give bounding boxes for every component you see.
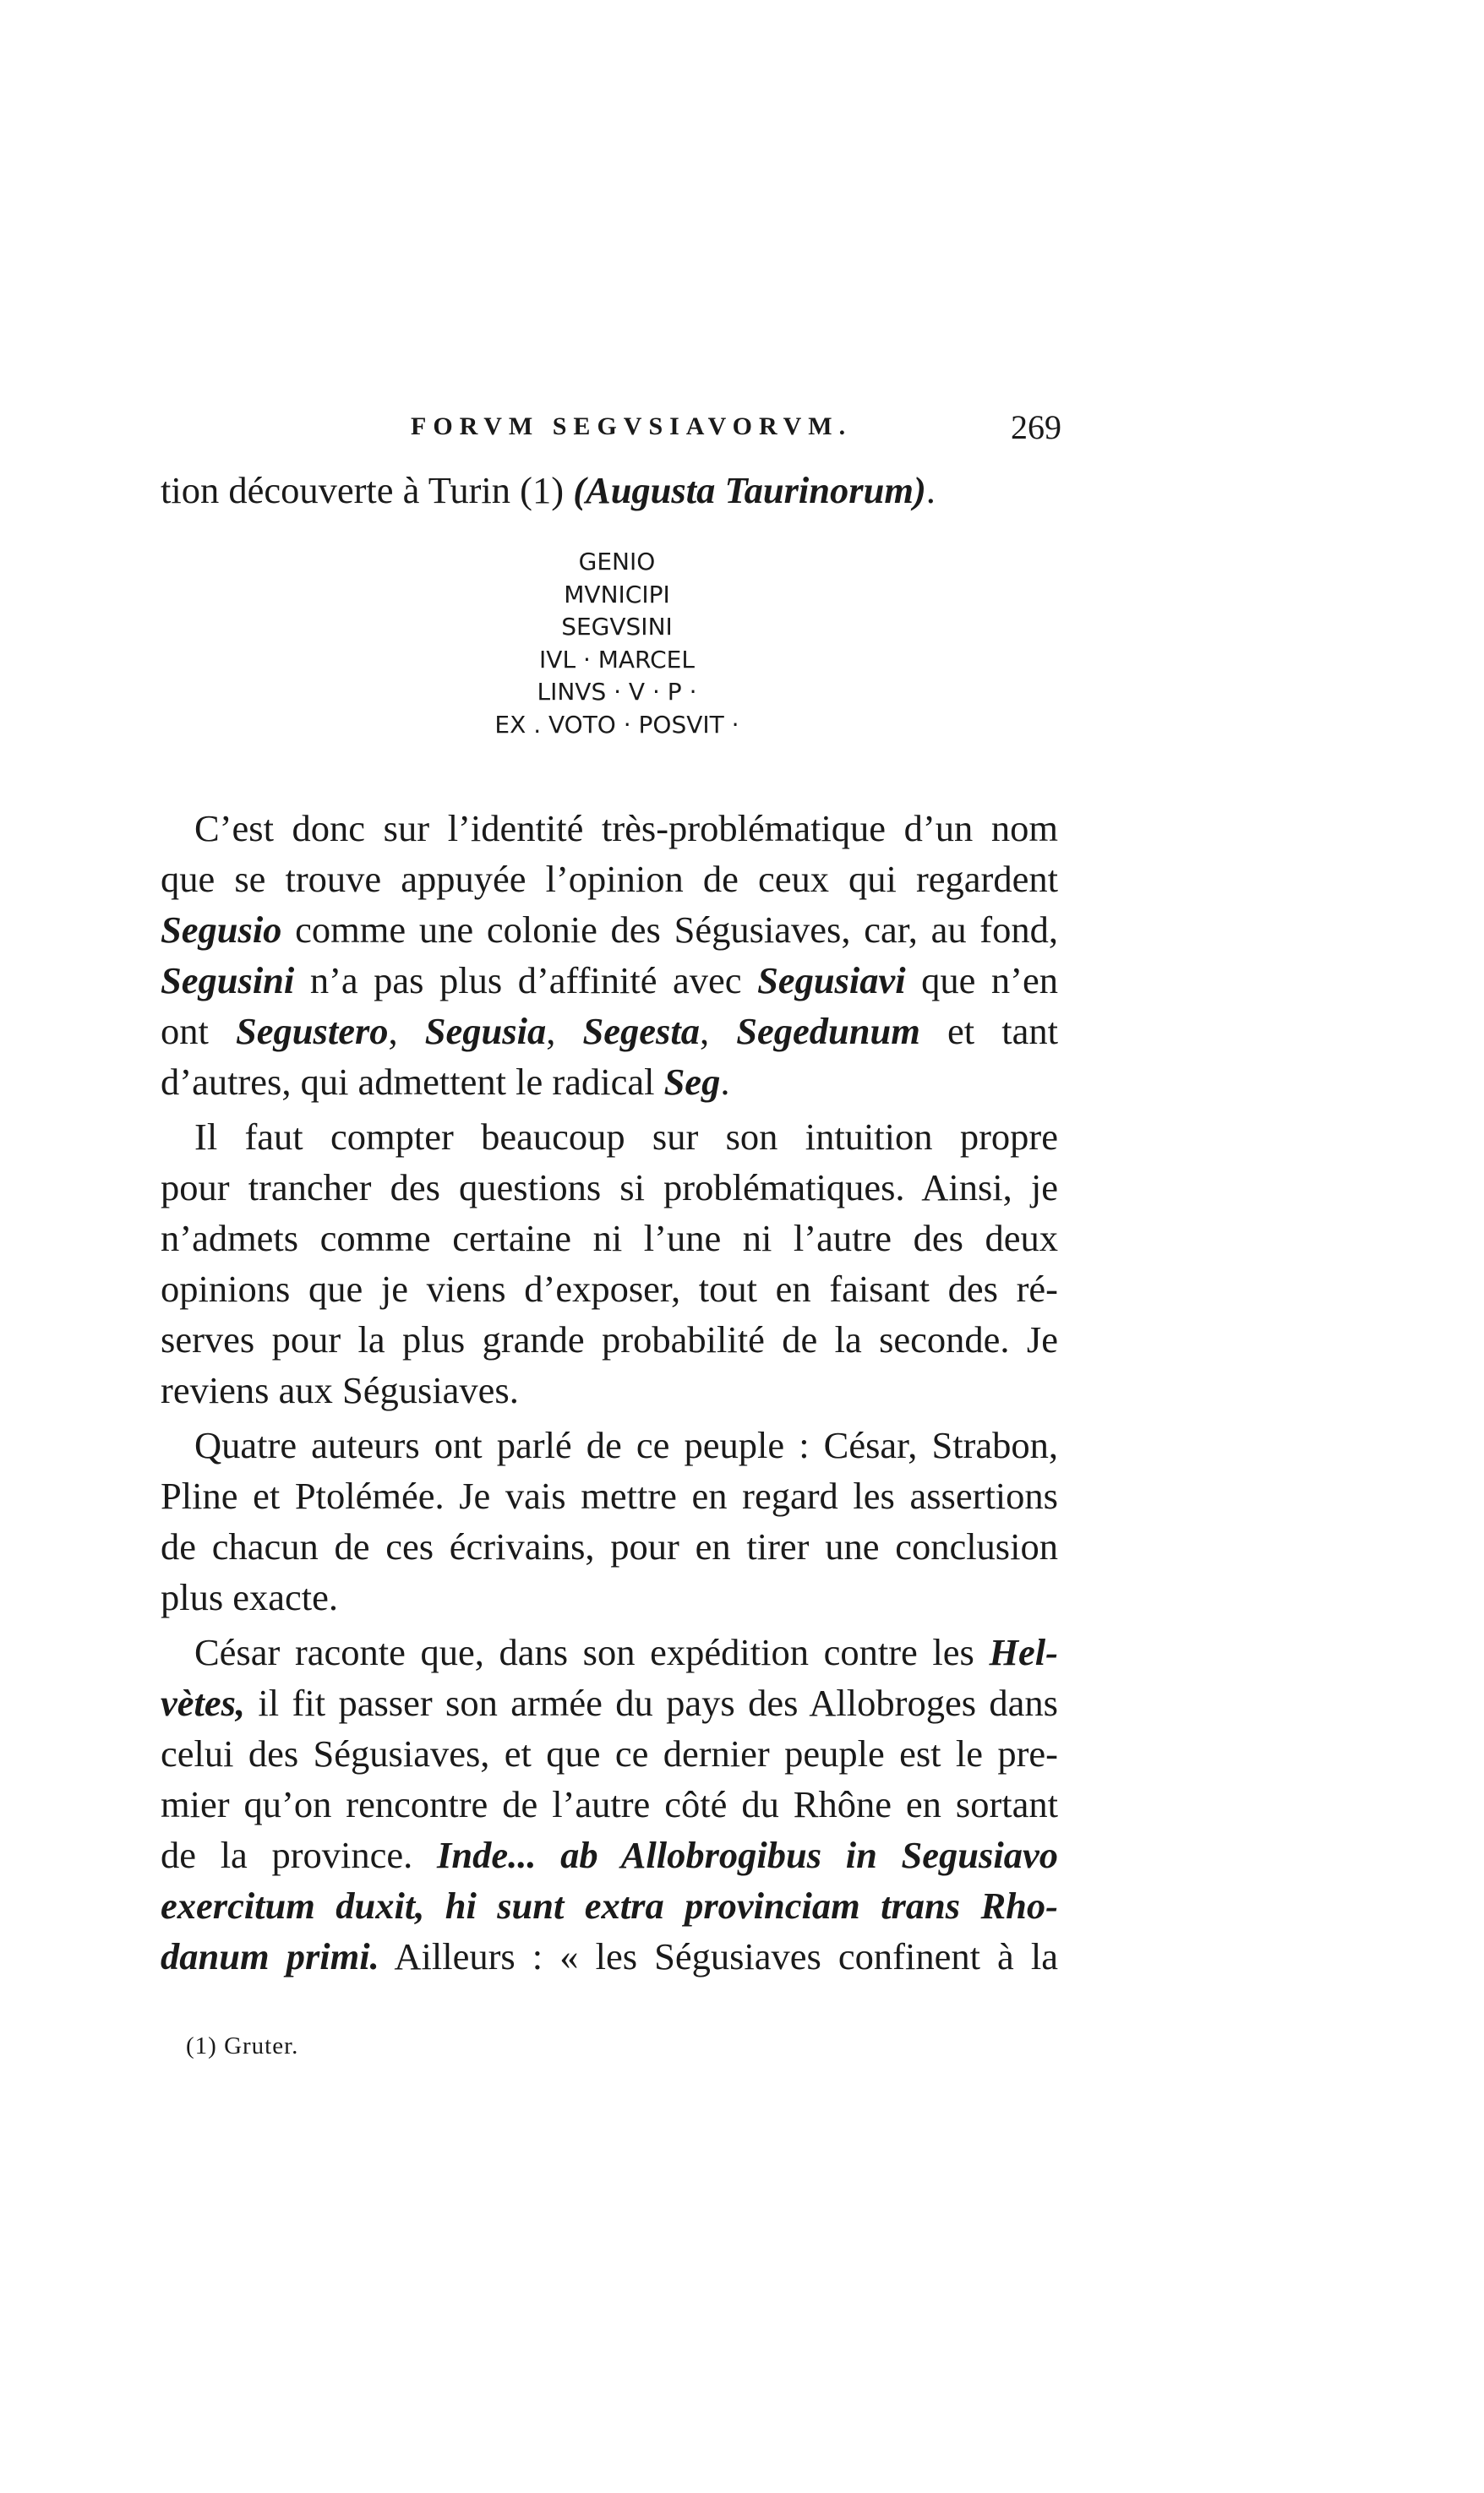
paragraph-2-line: Il faut compter beaucoup sur son intuition propre — [194, 1116, 1058, 1158]
paragraph-1-line: ont Segustero, Segusia, Segesta, Segedunum et tant — [161, 1010, 1059, 1052]
paragraph-3-line: Pline et Ptolémée. Je vais mettre en regard les assertions — [161, 1475, 1058, 1517]
paragraph-3-line: de chacun de ces écrivains, pour en tirer une conclusion — [161, 1525, 1058, 1568]
running-title: FORVM SEGVSIAVORVM. — [411, 412, 853, 440]
intro-line: tion découverte à Turin (1) (Augusta Taurinorum). — [161, 469, 936, 511]
footnote-ref: 1 — [532, 469, 552, 511]
paragraph-2-line: serves pour la plus grande probabilité de la seconde. Je — [161, 1318, 1058, 1361]
inscription-line: IVL · MARCEL — [539, 645, 695, 674]
paragraph-2-line: n’admets comme certaine ni l’une ni l’autre des deux — [161, 1217, 1058, 1259]
paragraph-3-line: Quatre auteurs ont parlé de ce peuple : César, Strabon, — [194, 1424, 1058, 1466]
inscription-line: GENIO — [578, 548, 656, 576]
paragraph-1-line: d’autres, qui admettent le radical Seg. — [161, 1061, 730, 1103]
paragraph-4-line: celui des Ségusiaves, et que ce dernier peuple est le pre- — [161, 1732, 1058, 1775]
page-number: 269 — [1011, 408, 1061, 446]
paragraph-2-line: opinions que je viens d’exposer, tout en faisant des ré- — [161, 1268, 1058, 1310]
latin-inscription — [448, 546, 786, 741]
page-header — [161, 408, 1067, 455]
paragraph-4-line: exercitum duxit, hi sunt extra provinciam trans Rho- — [161, 1885, 1058, 1927]
paragraph-1-line: que se trouve appuyée l’opinion de ceux qui regardent — [161, 858, 1058, 900]
paragraph-4-line: César raconte que, dans son expédition contre les Hel- — [194, 1631, 1058, 1673]
paragraph-3-line: plus exacte. — [161, 1576, 339, 1618]
paragraph-4-line: mier qu’on rencontre de l’autre côté du Rhône en sortant — [161, 1783, 1058, 1825]
inscription-line: SEGVSINI — [561, 613, 673, 641]
paragraph-4-line: vètes, il fit passer son armée du pays des Allobroges dans — [161, 1682, 1058, 1724]
paragraph-2-line: reviens aux Ségusiaves. — [161, 1369, 519, 1411]
paragraph-1-line: Segusio comme une colonie des Ségusiaves, car, au fond, — [161, 908, 1058, 951]
paragraph-1-line: Segusini n’a pas plus d’affinité avec Segusiavi que n’en — [161, 959, 1058, 1001]
paragraph-4-line: danum primi. Ailleurs : « les Ségusiaves confinent à la — [161, 1935, 1058, 1977]
inscription-line: EX . VOTO · POSVIT · — [494, 710, 739, 739]
inscription-line: MVNICIPI — [564, 580, 670, 608]
paragraph-1-line: C’est donc sur l’identité très-problématique d’un nom — [194, 807, 1058, 849]
paragraph-4-line: de la province. Inde... ab Allobrogibus in Segusiavo — [161, 1834, 1058, 1876]
inscription-line: LINVS · V · P · — [537, 678, 697, 706]
footnote: (1) Gruter. — [186, 2032, 299, 2059]
paragraph-2-line: pour trancher des questions si problématiques. Ainsi, je — [161, 1166, 1058, 1208]
